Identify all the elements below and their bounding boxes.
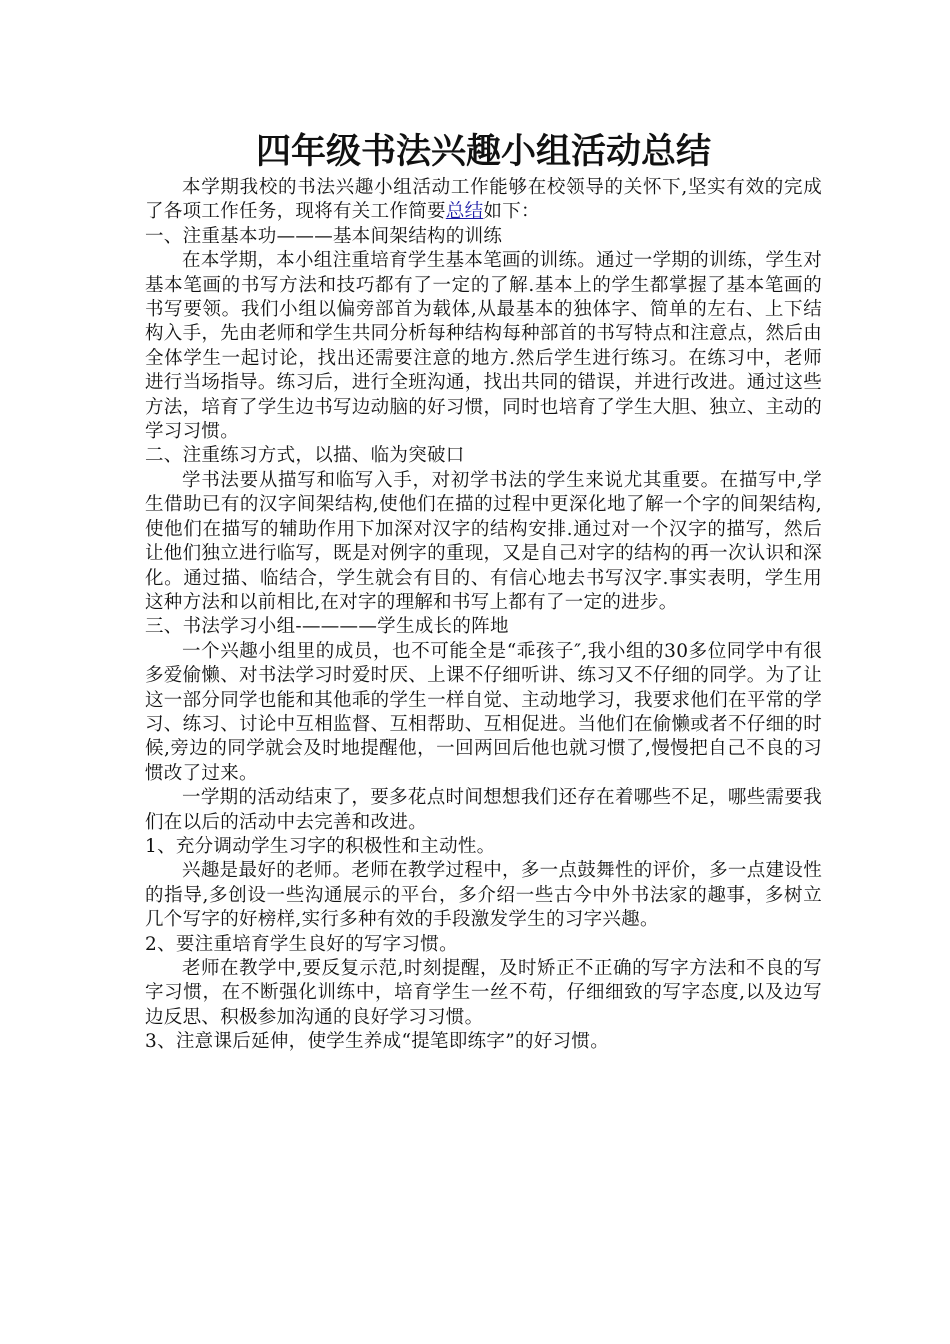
point-heading: 1、充分调动学生习字的积极性和主动性。 bbox=[145, 835, 496, 857]
point-body: 老师在教学中,要反复示范,时刻提醒，及时矫正不正确的写字方法和不良的写字习惯，在不断强化训练中，培育学生一丝不苟，仔细细致的写字态度,以及边写边反思、积极参加沟通的良好学习习惯。 bbox=[145, 958, 822, 1028]
document-title: 四年级书法兴趣小组活动总结 bbox=[255, 132, 711, 172]
section-heading: 三、书法学习小组-————学生成长的阵地 bbox=[145, 616, 509, 638]
section-body: 在本学期，本小组注重培育学生基本笔画的训练。通过一学期的训练，学生对基本笔画的书写方法和技巧都有了一定的了解.基本上的学生都掌握了基本笔画的书写要领。我们小组以偏旁部首为载体,从最基本的独体字、简单的左右、上下结构入手，先由老师和学生共同分析每种结构每种部首的书写特点和注意点，然后由全体学生一起讨论，找出还需要注意的地方.然后学生进行练习。在练习中，老师进行当场指导。练习后，进行全班沟通，找出共同的错误，并进行改进。通过这些方法，培育了学生边书写边动脑的好习惯，同时也培育了学生大胆、独立、主动的学习习惯。 bbox=[145, 250, 822, 443]
closing-paragraph: 一学期的活动结束了，要多花点时间想想我们还存在着哪些不足，哪些需要我们在以后的活动中去完善和改进。 bbox=[145, 787, 822, 833]
document-page bbox=[145, 128, 822, 1055]
intro-text-end: 如下： bbox=[483, 201, 540, 223]
section-body: 一个兴趣小组里的成员，也不可能全是“乖孩子″,我小组的30多位同学中有很多爱偷懒、对书法学习时爱时厌、上课不仔细听讲、练习又不仔细的同学。为了让这一部分同学也能和其他乖的学生一样自觉、主动地学习，我要求他们在平常的学习、练习、讨论中互相监督、互相帮助、互相促进。当他们在偷懒或者不仔细的时候,旁边的同学就会及时地提醒他，一回两回后他也就习惯了,慢慢把自己不良的习惯改了过来。 bbox=[145, 640, 822, 784]
intro-paragraph bbox=[145, 176, 822, 225]
section-heading: 二、注重练习方式，以描、临为突破口 bbox=[145, 445, 465, 467]
section-heading: 一、注重基本功———基本间架结构的训练 bbox=[145, 225, 503, 247]
summary-link[interactable]: 总结 bbox=[445, 201, 484, 223]
point-body: 兴趣是最好的老师。老师在教学过程中，多一点鼓舞性的评价，多一点建设性的指导,多创设一些沟通展示的平台，多介绍一些古今中外书法家的趣事，多树立几个写字的好榜样,实行多种有效的手段激发学生的习字兴趣。 bbox=[145, 860, 822, 931]
intro-text: 本学期我校的书法兴趣小组活动工作能够在校领导的关怀下,坚实有效的完成了各项工作任务，现将有关工作简要 bbox=[145, 177, 822, 223]
point-heading: 2、要注重培育学生良好的写字习惯。 bbox=[145, 933, 458, 955]
point-heading: 3、注意课后延伸，使学生养成“提笔即练字”的好习惯。 bbox=[145, 1031, 609, 1053]
section-body: 学书法要从描写和临写入手，对初学书法的学生来说尤其重要。在描写中,学生借助已有的汉字间架结构,使他们在描的过程中更深化地了解一个字的间架结构,使他们在描写的辅助作用下加深对汉字的结构安排.通过对一个汉字的描写，然后让他们独立进行临写，既是对例字的重现，又是自己对字的结构的再一次认识和深化。通过描、临结合，学生就会有目的、有信心地去书写汉字.事实表明，学生用这种方法和以前相比,在对字的理解和书写上都有了一定的进步。 bbox=[145, 469, 822, 613]
